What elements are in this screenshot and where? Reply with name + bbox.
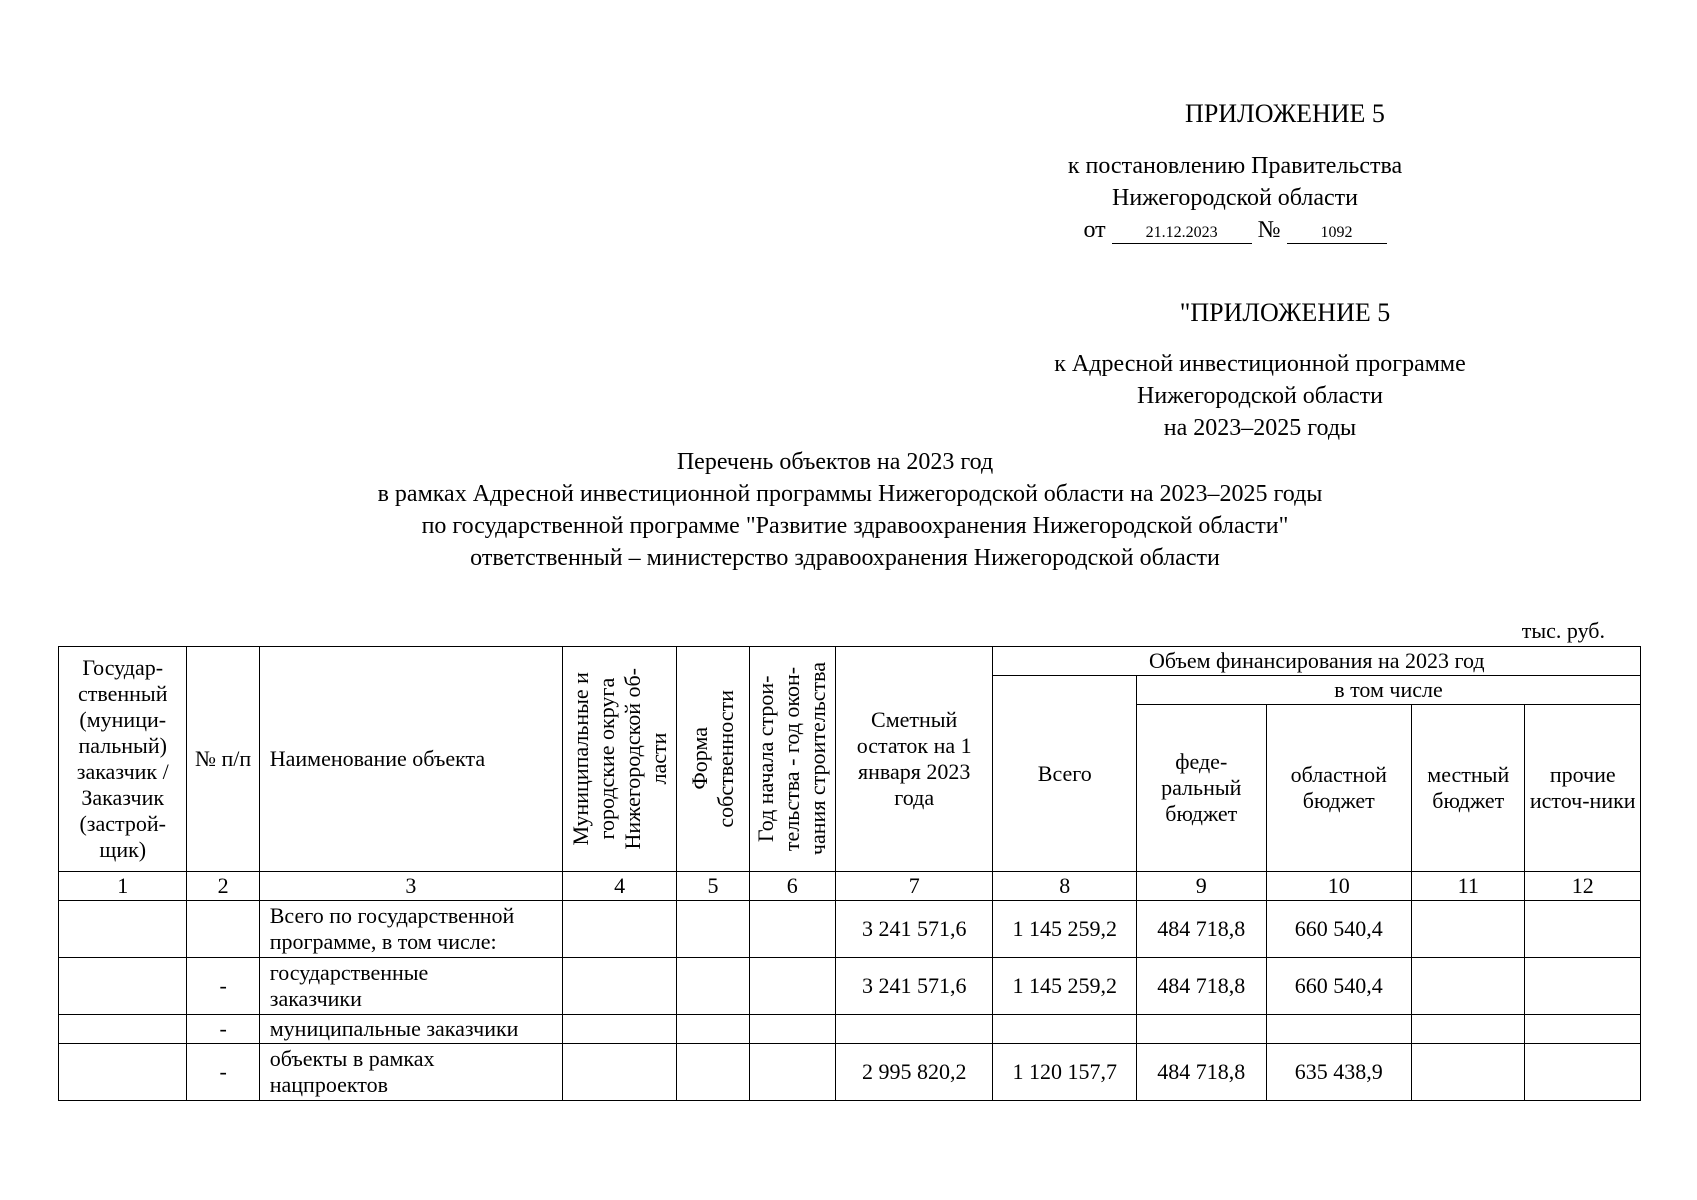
header-estimate: Сметный остаток на 1 января 2023 года: [835, 647, 993, 872]
table-row: [59, 958, 1641, 1015]
col-number: 7: [835, 872, 993, 901]
col-number: 12: [1525, 872, 1641, 901]
table-row: [59, 1015, 1641, 1044]
cell-other: [1525, 901, 1641, 958]
col-number: 11: [1412, 872, 1525, 901]
cell-federal: 484 718,8: [1137, 958, 1266, 1015]
cell-estimate: 3 241 571,6: [835, 958, 993, 1015]
cell-local: [1412, 958, 1525, 1015]
column-numbers-row: [59, 872, 1641, 901]
cell-total: [993, 1015, 1137, 1044]
header-total: Всего: [993, 676, 1137, 872]
appendix-title: ПРИЛОЖЕНИЕ 5: [1185, 99, 1385, 128]
cell-name: Всего по государственной программе, в том числе:: [259, 901, 562, 958]
heading-line-2: в рамках Адресной инвестиционной программы Нижегородской области на 2023–2025 годы: [377, 481, 1323, 507]
cell-num: [187, 901, 259, 958]
table-row: [59, 1044, 1641, 1101]
header-ownership-text: Форма собственности: [686, 690, 738, 828]
cell-regional: 635 438,9: [1266, 1044, 1412, 1101]
cell-local: [1412, 1015, 1525, 1044]
cell-federal: [1137, 1015, 1266, 1044]
heading-line-3: по государственной программе "Развитие здравоохранения Нижегородской области": [421, 513, 1289, 539]
decree-reference: [1020, 150, 1450, 246]
cell-name: муниципальные заказчики: [259, 1015, 562, 1044]
cell-federal: 484 718,8: [1137, 1044, 1266, 1101]
cell-other: [1525, 958, 1641, 1015]
decree-line-1: к постановлению Правительства: [1067, 153, 1403, 179]
header-including: в том числе: [1137, 676, 1641, 705]
cell-ownership: [677, 958, 749, 1015]
col-number: 5: [677, 872, 749, 901]
cell-ownership: [677, 1044, 749, 1101]
header-municipal: [562, 647, 676, 872]
program-line-3: на 2023–2025 годы: [1163, 415, 1357, 441]
cell-years: [749, 1044, 835, 1101]
cell-total: 1 145 259,2: [993, 958, 1137, 1015]
heading-line-4: ответственный – министерство здравоохранения Нижегородской области: [470, 545, 1220, 571]
heading-line-1: Перечень объектов на 2023 год: [676, 449, 994, 475]
cell-municipal: [562, 901, 676, 958]
header-federal: феде-ральный бюджет: [1137, 705, 1266, 872]
col-number: 1: [59, 872, 187, 901]
program-line-2: Нижегородской области: [1136, 383, 1384, 409]
cell-municipal: [562, 1044, 676, 1101]
cell-name: государственные заказчики: [259, 958, 562, 1015]
cell-customer: [59, 1044, 187, 1101]
header-customer: Государ-ственный (муници-пальный) заказчик / Заказчик (застрой-щик): [59, 647, 187, 872]
cell-years: [749, 1015, 835, 1044]
col-number: 6: [749, 872, 835, 901]
decree-number: 1092: [1287, 223, 1387, 244]
col-number: 2: [187, 872, 259, 901]
header-num: № п/п: [187, 647, 259, 872]
decree-date: 21.12.2023: [1112, 223, 1252, 244]
col-number: 10: [1266, 872, 1412, 901]
header-local: местный бюджет: [1412, 705, 1525, 872]
cell-regional: [1266, 1015, 1412, 1044]
cell-ownership: [677, 901, 749, 958]
number-prefix: №: [1257, 217, 1281, 243]
cell-estimate: [835, 1015, 993, 1044]
cell-total: 1 120 157,7: [993, 1044, 1137, 1101]
table-row: [59, 901, 1641, 958]
program-reference: [1000, 348, 1520, 444]
header-municipal-text: Муниципальные и городские округа Нижегородской об- ласти: [567, 668, 671, 850]
cell-municipal: [562, 958, 676, 1015]
cell-num: -: [187, 958, 259, 1015]
document-heading: [200, 446, 1500, 574]
cell-other: [1525, 1015, 1641, 1044]
financing-table: [58, 646, 1641, 1101]
header-other: прочие источ-ники: [1525, 705, 1641, 872]
units-label: тыс. руб.: [1521, 618, 1605, 643]
header-financing: Объем финансирования на 2023 год: [993, 647, 1641, 676]
cell-customer: [59, 901, 187, 958]
col-number: 4: [562, 872, 676, 901]
cell-years: [749, 901, 835, 958]
cell-years: [749, 958, 835, 1015]
header-years-text: Год начала строи- тельства - год окон- чания строительства: [753, 662, 831, 856]
cell-regional: 660 540,4: [1266, 901, 1412, 958]
header-name: Наименование объекта: [259, 647, 562, 872]
cell-local: [1412, 1044, 1525, 1101]
header-years: [749, 647, 835, 872]
decree-date-line: [1020, 214, 1450, 246]
date-prefix: от: [1083, 217, 1106, 243]
header-ownership: [677, 647, 749, 872]
cell-regional: 660 540,4: [1266, 958, 1412, 1015]
cell-num: -: [187, 1015, 259, 1044]
col-number: 8: [993, 872, 1137, 901]
cell-ownership: [677, 1015, 749, 1044]
cell-estimate: 3 241 571,6: [835, 901, 993, 958]
cell-customer: [59, 1015, 187, 1044]
cell-total: 1 145 259,2: [993, 901, 1137, 958]
cell-municipal: [562, 1015, 676, 1044]
col-number: 3: [259, 872, 562, 901]
cell-name: объекты в рамках нацпроектов: [259, 1044, 562, 1101]
decree-line-2: Нижегородской области: [1111, 185, 1359, 211]
program-line-1: к Адресной инвестиционной программе: [1054, 351, 1466, 377]
cell-federal: 484 718,8: [1137, 901, 1266, 958]
cell-other: [1525, 1044, 1641, 1101]
cell-estimate: 2 995 820,2: [835, 1044, 993, 1101]
cell-num: -: [187, 1044, 259, 1101]
program-appendix-title: "ПРИЛОЖЕНИЕ 5: [1179, 298, 1391, 327]
header-regional: областной бюджет: [1266, 705, 1412, 872]
col-number: 9: [1137, 872, 1266, 901]
cell-customer: [59, 958, 187, 1015]
cell-local: [1412, 901, 1525, 958]
